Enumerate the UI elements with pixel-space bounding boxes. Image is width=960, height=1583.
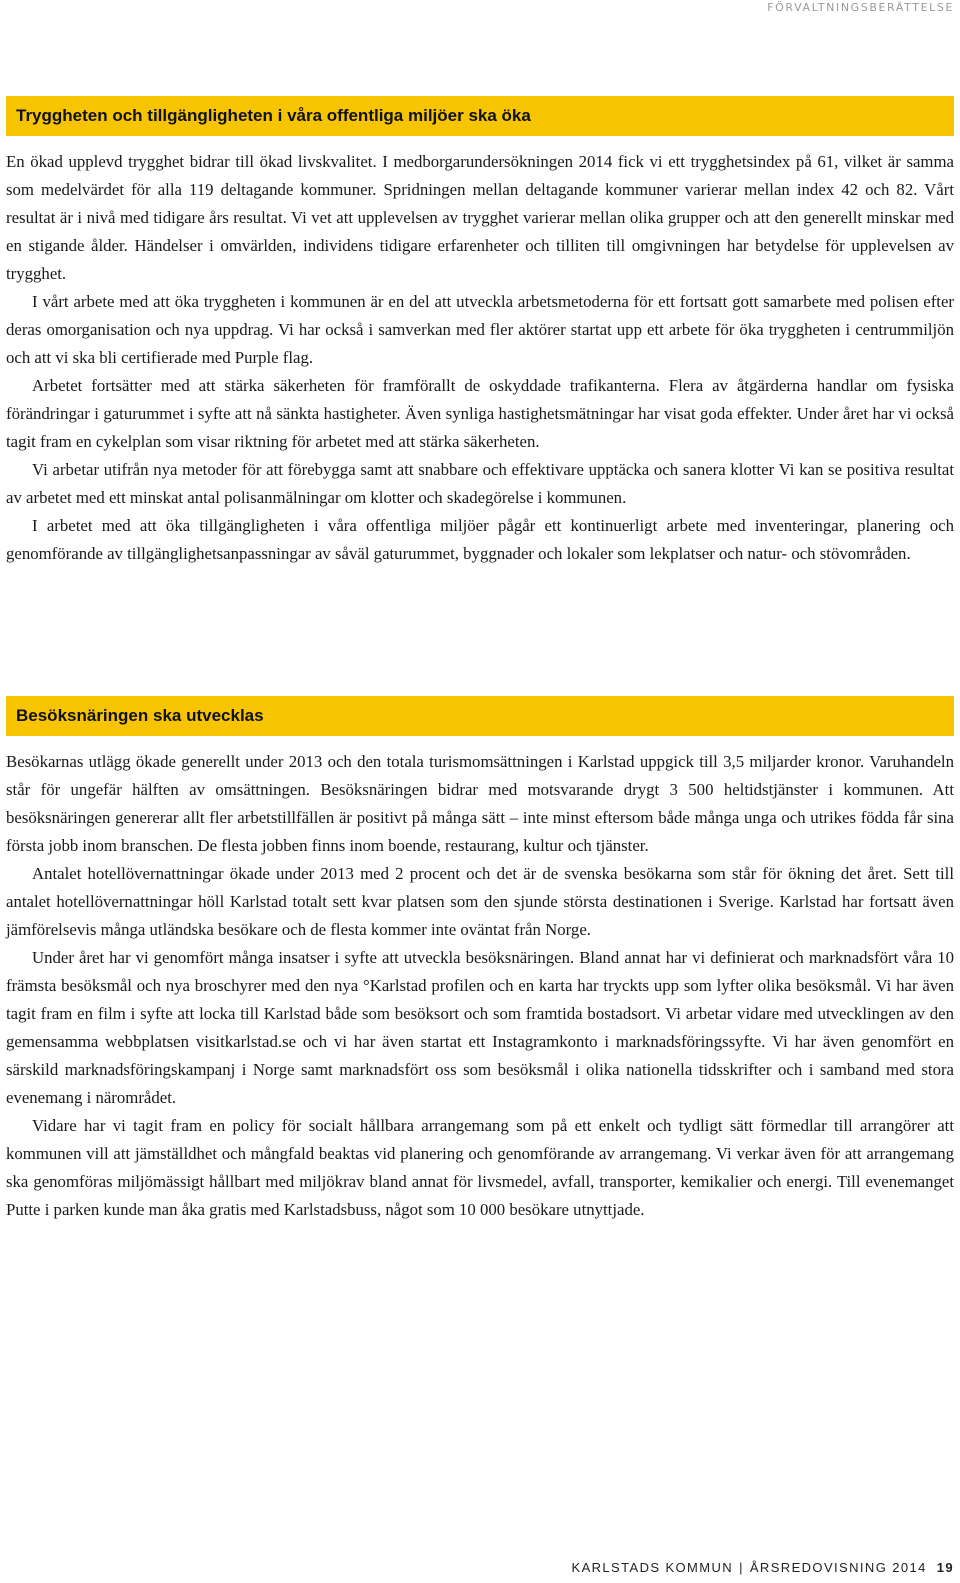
body-paragraph: I arbetet med att öka tillgängligheten i våra offentliga miljöer pågår ett kontinuerligt arbete med inventeringar, planering och genomförande av tillgänglighetsanpassningar av såväl gaturummet, byggnader och lokaler som lekplatser och natur- och stövområden. xyxy=(6,516,954,563)
section-heading: Besöksnäringen ska utvecklas xyxy=(6,696,954,736)
body-paragraph: I vårt arbete med att öka tryggheten i kommunen är en del att utveckla arbetsmetoderna för ett fortsatt gott samarbete med polisen efter deras omorganisation och nya uppdrag. Vi har också i samverkan med fler aktörer startat upp ett arbete för öka tryggheten i centrummiljön och att vi ska bli certifierade med Purple flag. xyxy=(6,292,954,367)
footer-organization: KARLSTADS KOMMUN xyxy=(571,1560,734,1575)
page-number: 19 xyxy=(936,1560,954,1575)
page-footer xyxy=(572,1560,955,1575)
body-paragraph: Under året har vi genomfört många insatser i syfte att utveckla besöksnäringen. Bland annat har vi definierat och marknadsfört våra 10 främsta besöksmål och nya broschyrer med den nya °Karlstad profilen och en karta har tryckts upp som lyfter olika besöksmål. Vi har även tagit fram en film i syfte att locka till Karlstad både som besöksort och som framtida bostadsort. Vi arbetar vidare med utvecklingen av den gemensamma webbplatsen visitkarlstad.se och vi har även startat ett Instagramkonto i marknadsföringssyfte. Vi har även genomfört en särskild marknadsföringskampanj i Norge samt marknadsfört oss som besöksmål i olika nationella tidsskrifter och i samband med stora evenemang i närområdet. xyxy=(6,948,954,1107)
body-paragraph: Antalet hotellövernattningar ökade under 2013 med 2 procent och det är de svenska besökarna som står för ökning det året. Sett till antalet hotellövernattningar höll Karlstad totalt sett kvar platsen som den sjunde största destinationen i Sverige. Karlstad har fortsatt även jämförelsevis många utländska besökare och de flesta kommer inte oväntat från Norge. xyxy=(6,864,954,939)
body-paragraph: Arbetet fortsätter med att stärka säkerheten för framförallt de oskyddade trafikanterna. Flera av åtgärderna handlar om fysiska förändringar i gaturummet i syfte att nå sänkta hastigheter. Även synliga hastighetsmätningar har visat goda effekter. Under året har vi också tagit fram en cykelplan som visar riktning för arbetet med att stärka säkerheten. xyxy=(6,376,954,451)
section-trygghet xyxy=(6,96,954,568)
body-paragraph: En ökad upplevd trygghet bidrar till ökad livskvalitet. I medborgarundersökningen 2014 fick vi ett trygghetsindex på 61, vilket är samma som medelvärdet för alla 119 deltagande kommuner. Spridningen mellan deltagande kommuner varierar mellan index 42 och 82. Vårt resultat är i nivå med tidigare års resultat. Vi vet att upplevelsen av trygghet varierar mellan olika grupper och att den generellt minskar med en stigande ålder. Händelser i omvärlden, individens tidigare erfarenheter och tilliten till omgivningen har betydelse för upplevelsen av trygghet. xyxy=(6,152,954,283)
footer-separator: | xyxy=(739,1560,744,1575)
body-paragraph: Vidare har vi tagit fram en policy för socialt hållbara arrangemang som på ett enkelt och tydligt sätt förmedlar till arrangörer att kommunen vill att jämställdhet och mångfald beaktas vid planering och genomförande av arrangemang. Vi verkar även för att arrangemang ska genomföras miljömässigt hållbart med miljökrav bland annat för livsmedel, avfall, transporter, kemikalier och energi. Till evenemanget Putte i parken kunde man åka gratis med Karlstadsbuss, något som 10 000 besökare utnyttjade. xyxy=(6,1116,954,1219)
body-paragraph: Besökarnas utlägg ökade generellt under 2013 och den totala turismomsättningen i Karlstad uppgick till 3,5 miljarder kronor. Varuhandeln står för ungefär hälften av omsättningen. Besöksnäringen bidrar med motsvarande drygt 3 500 heltidstjänster i kommunen. Att besöksnäringen genererar allt fler arbetstillfällen är positivt på många sätt – inte minst eftersom både många unga och utrikes födda får sina första jobb inom branschen. De flesta jobben finns inom boende, restaurang, kultur och tjänster. xyxy=(6,752,954,855)
section-besoksnaring xyxy=(6,696,954,1224)
footer-document: ÅRSREDOVISNING 2014 xyxy=(749,1560,927,1575)
section-heading: Tryggheten och tillgängligheten i våra offentliga miljöer ska öka xyxy=(6,96,954,136)
body-paragraph: Vi arbetar utifrån nya metoder för att förebygga samt att snabbare och effektivare upptäcka och sanera klotter Vi kan se positiva resultat av arbetet med ett minskat antal polisanmälningar om klotter och skadegörelse i kommunen. xyxy=(6,460,954,507)
running-head: FÖRVALTNINGSBERÄTTELSE xyxy=(767,1,954,14)
